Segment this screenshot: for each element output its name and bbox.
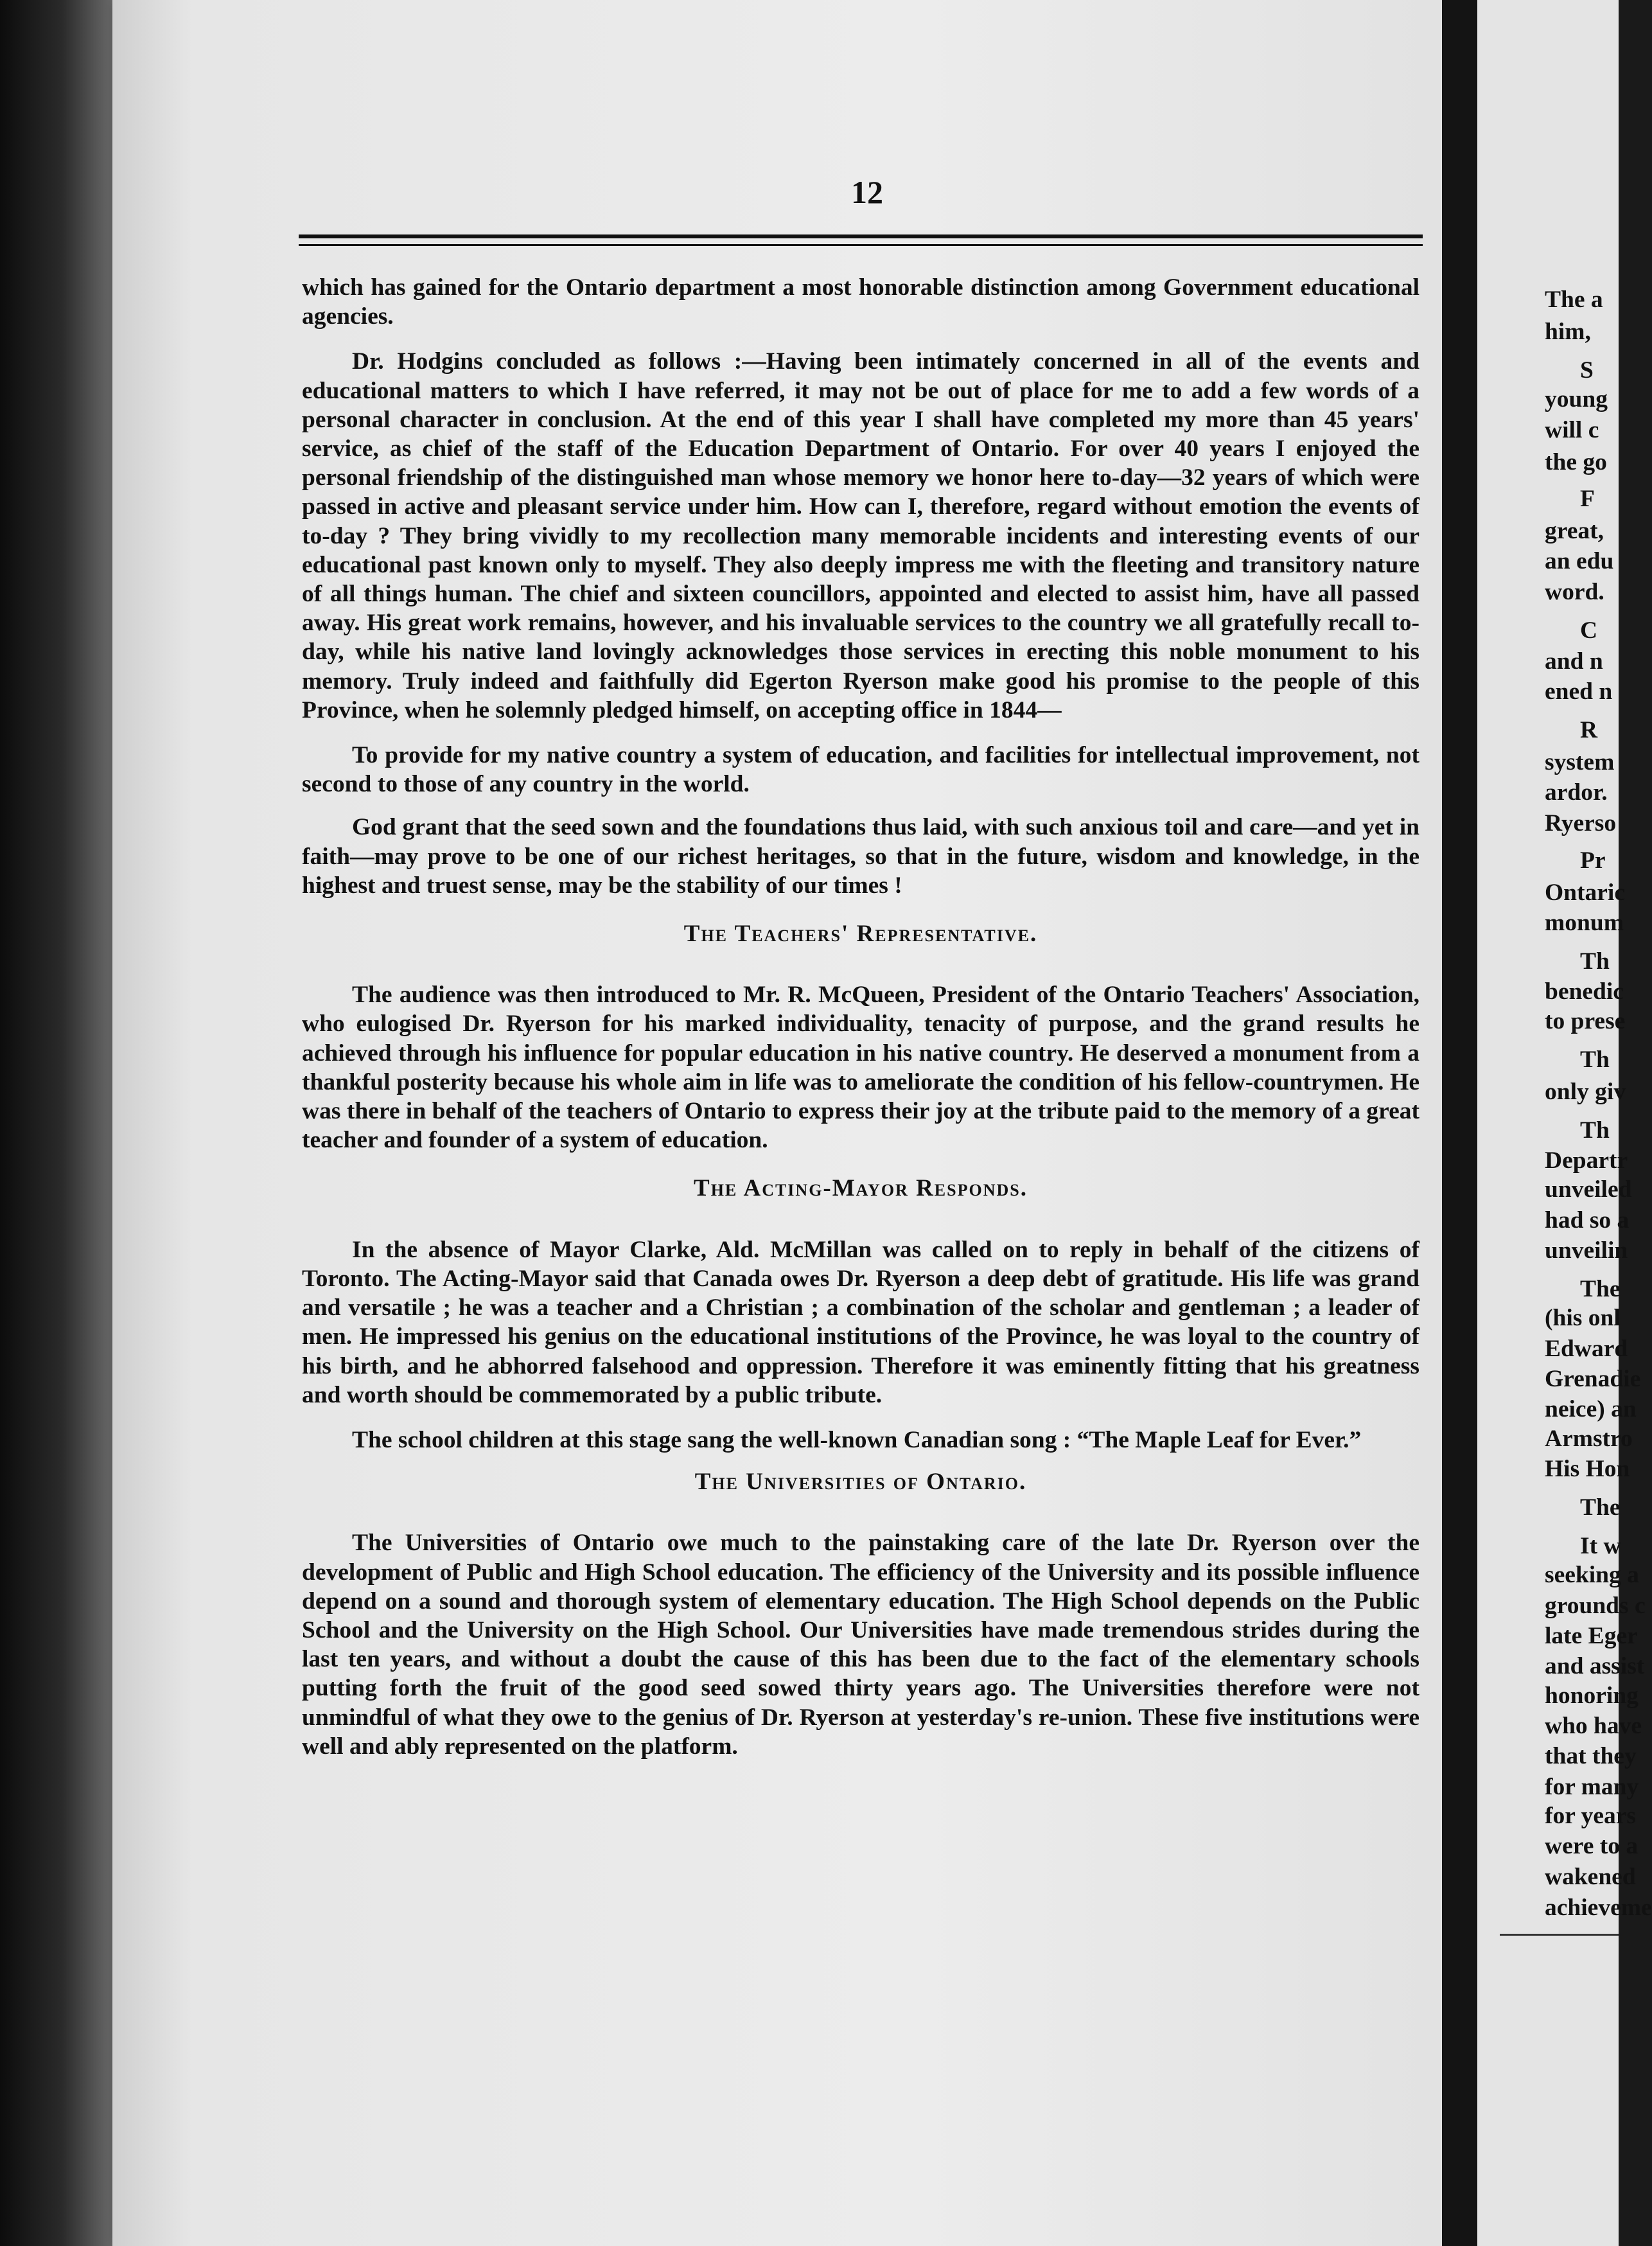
facing-page-line: young	[1545, 386, 1608, 412]
facing-page-line: to prese	[1545, 1008, 1626, 1034]
facing-page-line: The	[1580, 1494, 1621, 1521]
facing-page-line: word.	[1545, 579, 1604, 605]
facing-page-line: benedic	[1545, 978, 1624, 1005]
facing-page-line: F	[1580, 486, 1595, 512]
facing-page-line: ened n	[1545, 678, 1613, 705]
facing-page-line: unveilin	[1545, 1237, 1628, 1264]
heading-universities: The Universities of Ontario.	[694, 1469, 1027, 1496]
facing-page-line: that they	[1545, 1743, 1637, 1769]
article-body	[302, 273, 1419, 1777]
facing-page-line: for years	[1545, 1803, 1636, 1829]
facing-page-line: R	[1580, 717, 1598, 743]
paragraph-universities: The Universities of Ontario owe much to the painstaking care of the late Dr. Ryerson over the development of Public and High School education. The efficiency of the University and its possible influence depend on a sound and thorough system of elementary education. The High School depends on the Public School and the University on the High School. Our Universities have made tremendous strides during the last ten years, and without a doubt the cause of this has been due to the fact of the elementary schools putting forth the fruit of the good seed sowed thirty years ago. The Universities therefore were not unmindful of what they owe to the genius of Dr. Ryerson at yesterday's re-union. These five institutions were well and ably represented on the platform.	[302, 1530, 1419, 1760]
facing-page-line: had so a	[1545, 1207, 1630, 1234]
facing-page-line: Armstro	[1545, 1426, 1633, 1452]
facing-page-line: Departr	[1545, 1147, 1628, 1174]
facing-page-line: late Eger	[1545, 1623, 1638, 1649]
facing-page-line: His Hon	[1545, 1456, 1630, 1482]
facing-page-line: unveiled	[1545, 1176, 1632, 1203]
facing-page-line: great,	[1545, 518, 1604, 544]
facing-page-line: and n	[1545, 648, 1603, 675]
paragraph-prayer: God grant that the seed sown and the foundations thus laid, with such anxious toil and care—and yet in faith—may prove to be one of our richest heritages, so that in the future, wisdom and knowledge, in the highest and truest sense, may be the stability of our times !	[302, 814, 1419, 899]
facing-page-line: who have	[1545, 1713, 1642, 1739]
paragraph-hodgins: Dr. Hodgins concluded as follows :—Having been intimately concerned in all of the events and educational matters to which I have referred, it may not be out of place for me to add a few words of a personal character in conclusion. At the end of this year I shall have completed my more than 45 years' service, as chief of the staff of the Education Department of Ontario. For over 40 years I enjoyed the personal friendship of the distinguished man whose memory we honor here to-day—32 years of which were passed in active and pleasant service under him. How can I, therefore, regard without emotion the events of to-day ? They bring vividly to my recollection many memorable incidents and interesting events of our educational past known only to myself. They also deeply impress me with the fleeting and transitory nature of all things human. The chief and sixteen councillors, appointed and elected to assist him, have all passed away. His great work remains, however, and his invaluable services to the country we all gratefully recall to-day, while his native land lovingly acknowledges those services in erecting this noble monument to his memory. Truly indeed and faithfully did Egerton Ryerson make good his promise to the people of this Province, when he solemnly pledged himself, on accepting office in 1844—	[302, 348, 1419, 723]
facing-page-line: The	[1580, 1276, 1621, 1302]
facing-page-line: C	[1580, 617, 1598, 644]
facing-page-line: and assist	[1545, 1653, 1645, 1679]
facing-page-line: Ontaric	[1545, 880, 1625, 906]
facing-page-line: Grenadie	[1545, 1366, 1641, 1392]
facing-page-line: an edu	[1545, 548, 1614, 574]
facing-page-line: for many	[1545, 1774, 1639, 1800]
facing-page-line: Th	[1580, 1117, 1610, 1144]
facing-page-line: system	[1545, 749, 1615, 775]
facing-page-line: (his onl	[1545, 1305, 1621, 1331]
heading-teachers-representative: The Teachers' Representative.	[683, 921, 1038, 948]
facing-page-line: will c	[1545, 417, 1599, 443]
facing-page-line: Th	[1580, 1047, 1610, 1073]
facing-page-line: neice) an	[1545, 1396, 1637, 1422]
facing-page-line: ardor.	[1545, 779, 1608, 806]
heading-acting-mayor: The Acting-Mayor Responds.	[694, 1175, 1028, 1202]
facing-page-line: were to a	[1545, 1833, 1639, 1859]
facing-page-line: only giv	[1545, 1079, 1626, 1105]
header-rule-thick	[299, 234, 1423, 238]
paragraph-mayor: In the absence of Mayor Clarke, Ald. McMillan was called on to reply in behalf of the citizens of Toronto. The Acting-Mayor said that Canada owes Dr. Ryerson a deep debt of gratitude. His life was grand and versatile ; he was a teacher and a Christian ; a combination of the scholar and gentleman ; a leader of men. He impressed his genius on the educational institutions of the Province, he was loyal to the country of his birth, and he abhorred falsehood and oppression. Therefore it was eminently fitting that his greatness and worth should be commemorated by a public tribute.	[302, 1236, 1419, 1408]
facing-page-line: him,	[1545, 319, 1591, 345]
facing-page-line: wakened	[1545, 1864, 1636, 1890]
facing-page-line: seeking a	[1545, 1562, 1639, 1588]
facing-page-line: The a	[1545, 287, 1603, 313]
facing-page-line: Edward	[1545, 1336, 1628, 1362]
facing-page-rule	[1500, 1934, 1619, 1936]
facing-page-line: Ryerso	[1545, 810, 1617, 836]
facing-page-line: S	[1580, 357, 1594, 384]
facing-page-line: It w	[1580, 1533, 1621, 1559]
scan-left-margin	[0, 0, 112, 2246]
facing-page-line: achieveme	[1545, 1895, 1652, 1921]
page-number: 12	[851, 174, 883, 210]
paragraph-continuation: which has gained for the Ontario department a most honorable distinction among Government educational agencies.	[302, 274, 1419, 330]
paragraph-song: The school children at this stage sang the well-known Canadian song : “The Maple Leaf for Ever.”	[352, 1426, 1362, 1453]
facing-page-line: the go	[1545, 449, 1607, 475]
facing-page-line: honoring	[1545, 1683, 1639, 1709]
facing-page-line: monum	[1545, 910, 1624, 936]
paragraph-teachers: The audience was then introduced to Mr. R. McQueen, President of the Ontario Teachers' Association, who eulogised Dr. Ryerson for his marked individuality, tenacity of purpose, and the grand results he achieved through his influence for popular education in his native country. He deserved a monument from a thankful posterity because his whole aim in life was to ameliorate the condition of his fellow-countrymen. He was there in behalf of the teachers of Ontario to express their joy at the tribute paid to the memory of a great teacher and founder of a system of education.	[302, 982, 1419, 1154]
facing-page-line: Pr	[1580, 847, 1606, 874]
paragraph-quote: To provide for my native country a system of education, and facilities for intellectual improvement, not second to those of any country in the world.	[302, 742, 1419, 798]
facing-page-line: Th	[1580, 948, 1610, 975]
facing-page-line: grounds c	[1545, 1593, 1646, 1619]
page-gutter	[1442, 0, 1477, 2246]
header-rule-thin	[299, 244, 1423, 246]
